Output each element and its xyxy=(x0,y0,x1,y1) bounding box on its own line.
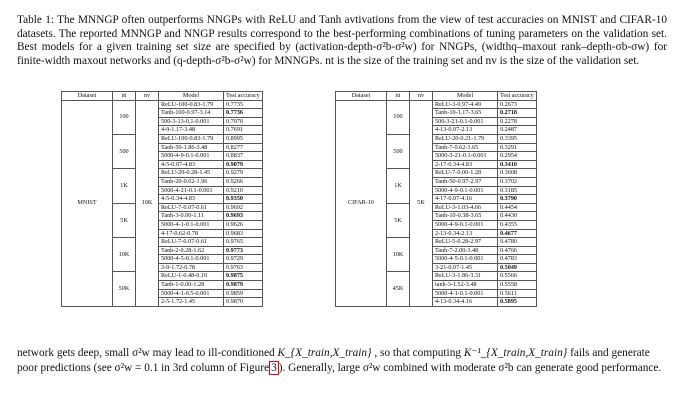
accuracy-cell: 0.7735 xyxy=(224,100,263,109)
body-paragraph xyxy=(17,346,667,376)
accuracy-cell: 0.3702 xyxy=(498,177,537,186)
accuracy-cell: 0.3790 xyxy=(498,195,537,204)
model-cell: 2-17-0.34-4.83 xyxy=(433,160,498,169)
kernel-matrix-2: K⁻¹_{X_train,X_train} xyxy=(463,347,568,359)
model-cell: 4-17-0.07-4.16 xyxy=(433,195,498,204)
accuracy-cell: 0.4677 xyxy=(498,229,537,238)
model-cell: ReLU-7-0.07-0.61 xyxy=(159,238,224,247)
accuracy-cell: 0.9266 xyxy=(224,177,263,186)
dataset-cell: CIFAR-10 xyxy=(336,100,387,306)
model-cell: 3-9-1.72-0.78 xyxy=(159,263,224,272)
model-cell: Tanh-50-1.86-3.48 xyxy=(159,143,224,152)
table-row xyxy=(336,100,537,109)
accuracy-cell: 0.4783 xyxy=(498,255,537,264)
model-cell: ReLU-3-0.97-4.49 xyxy=(433,100,498,109)
accuracy-cell: 0.7736 xyxy=(224,109,263,118)
accuracy-cell: 0.9279 xyxy=(224,169,263,178)
model-cell: 4-5-0.07-4.83 xyxy=(159,160,224,169)
model-cell: ReLU-5-0.28-2.97 xyxy=(433,238,498,247)
model-cell: 2-13-0.34-2.13 xyxy=(433,229,498,238)
training-size-cell: 1K xyxy=(113,169,136,203)
accuracy-cell: 0.8837 xyxy=(224,152,263,161)
accuracy-cell: 0.9773 xyxy=(224,246,263,255)
training-size-cell: 100 xyxy=(387,100,410,134)
model-cell: 5000-4-1-0.1-0.001 xyxy=(433,289,498,298)
model-cell: ReLU-3-1.03-4.66 xyxy=(433,203,498,212)
accuracy-cell: 0.2954 xyxy=(498,152,537,161)
accuracy-cell: 0.9350 xyxy=(224,195,263,204)
column-header: Test accuracy xyxy=(224,92,263,101)
column-header: nt xyxy=(387,92,410,101)
model-cell: 4-5-0.34-4.83 xyxy=(159,195,224,204)
accuracy-cell: 0.9683 xyxy=(224,229,263,238)
accuracy-cell: 0.9879 xyxy=(224,281,263,290)
model-cell: ReLU-7-0.00-1.28 xyxy=(433,169,498,178)
column-header: Model xyxy=(433,92,498,101)
training-size-cell: 10K xyxy=(113,238,136,272)
accuracy-cell: 0.9626 xyxy=(224,220,263,229)
accuracy-cell: 0.2718 xyxy=(498,109,537,118)
model-cell: 4-13-0.34-4.16 xyxy=(433,298,498,307)
accuracy-cell: 0.7691 xyxy=(224,126,263,135)
training-size-cell: 50K xyxy=(113,272,136,306)
accuracy-cell: 0.5049 xyxy=(498,263,537,272)
training-size-cell: 500 xyxy=(113,134,136,168)
model-cell: Tanh-3-0.00-1.11 xyxy=(159,212,224,221)
accuracy-cell: 0.7070 xyxy=(224,117,263,126)
accuracy-cell: 0.9875 xyxy=(224,272,263,281)
accuracy-cell: 0.9692 xyxy=(224,203,263,212)
model-cell: tanh-3-1.52-3.48 xyxy=(433,281,498,290)
training-size-cell: 500 xyxy=(387,134,410,168)
model-cell: 5000-4-1-0.1-0.001 xyxy=(159,220,224,229)
accuracy-cell: 0.2487 xyxy=(498,126,537,135)
body-text-part2: , so that computing xyxy=(374,347,461,359)
model-cell: 5000-4-9-0.1-0.001 xyxy=(433,186,498,195)
model-cell: ReLU-100-0.83-1.79 xyxy=(159,134,224,143)
accuracy-cell: 0.2278 xyxy=(498,117,537,126)
model-cell: 3-21-0.07-1.45 xyxy=(433,263,498,272)
model-cell: 4-9-1.17-3.48 xyxy=(159,126,224,135)
model-cell: 5000-4-9-0.1-0.001 xyxy=(159,152,224,161)
model-cell: 2-5-1.72-1.45 xyxy=(159,298,224,307)
training-size-cell: 5K xyxy=(387,203,410,237)
model-cell: 5000-4-5-0.1-0.001 xyxy=(159,255,224,264)
accuracy-cell: 0.9870 xyxy=(224,298,263,307)
accuracy-cell: 0.5566 xyxy=(498,272,537,281)
training-size-cell: 5K xyxy=(113,203,136,237)
training-size-cell: 45K xyxy=(387,272,410,306)
accuracy-cell: 0.4355 xyxy=(498,220,537,229)
accuracy-cell: 0.8995 xyxy=(224,134,263,143)
model-cell: 4-13-0.07-2.13 xyxy=(433,126,498,135)
model-cell: Tanh-7-2.00-3.48 xyxy=(433,246,498,255)
accuracy-cell: 0.2673 xyxy=(498,100,537,109)
accuracy-cell: 0.3395 xyxy=(498,134,537,143)
header-row xyxy=(336,92,537,101)
validation-size-cell: 5K xyxy=(410,100,433,306)
body-text-part1: network gets deep, small σ²w may lead to ill-conditioned xyxy=(17,347,275,359)
figure-reference-link[interactable]: 3 xyxy=(271,362,277,374)
model-cell: ReLU-20-0.28-1.45 xyxy=(159,169,224,178)
header-row xyxy=(62,92,263,101)
accuracy-cell: 0.5611 xyxy=(498,289,537,298)
model-cell: 500-3-13-0.1-0.001 xyxy=(159,117,224,126)
model-cell: ReLU-7-0.07-0.61 xyxy=(159,203,224,212)
model-cell: Tanh-50-0.97-2.97 xyxy=(433,177,498,186)
accuracy-cell: 0.4430 xyxy=(498,212,537,221)
column-header: nv xyxy=(136,92,159,101)
results-table-mnist xyxy=(61,91,263,307)
model-cell: 5000-4-9-0.1-0.001 xyxy=(433,220,498,229)
column-header: Dataset xyxy=(62,92,113,101)
accuracy-cell: 0.4454 xyxy=(498,203,537,212)
model-cell: ReLU-1-0.48-0.10 xyxy=(159,272,224,281)
accuracy-cell: 0.3185 xyxy=(498,186,537,195)
training-size-cell: 100 xyxy=(113,100,136,134)
model-cell: ReLU-3-1.86-3.31 xyxy=(433,272,498,281)
training-size-cell: 1K xyxy=(387,169,410,203)
accuracy-cell: 0.5895 xyxy=(498,298,537,307)
accuracy-cell: 0.9765 xyxy=(224,238,263,247)
accuracy-cell: 0.9859 xyxy=(224,289,263,298)
accuracy-cell: 0.9210 xyxy=(224,186,263,195)
column-header: Dataset xyxy=(336,92,387,101)
model-cell: 5000-4-21-0.1-0.001 xyxy=(159,186,224,195)
training-size-cell: 10K xyxy=(387,238,410,272)
accuracy-cell: 0.9079 xyxy=(224,160,263,169)
body-text-part4: ). Generally, large σ²w combined with moderate σ²b can generate good performance. xyxy=(278,362,662,374)
accuracy-cell: 0.3410 xyxy=(498,160,537,169)
accuracy-cell: 0.9693 xyxy=(224,212,263,221)
accuracy-cell: 0.9763 xyxy=(224,263,263,272)
model-cell: 5000-4-5-0.1-0.001 xyxy=(433,255,498,264)
caption-label: Table 1: xyxy=(17,14,55,26)
accuracy-cell: 0.5558 xyxy=(498,281,537,290)
table-caption xyxy=(17,14,667,68)
model-cell: 5000-4-1-0.5-0.001 xyxy=(159,289,224,298)
column-header: Model xyxy=(159,92,224,101)
model-cell: 5000-3-21-0.1-0.001 xyxy=(433,152,498,161)
accuracy-cell: 0.9729 xyxy=(224,255,263,264)
column-header: Test accuracy xyxy=(498,92,537,101)
model-cell: 500-3-21-0.1-0.001 xyxy=(433,117,498,126)
model-cell: Tanh-20-0.62-1.96 xyxy=(159,177,224,186)
model-cell: Tanh-1-0.00-1.28 xyxy=(159,281,224,290)
kernel-matrix-1: K_{X_train,X_train} xyxy=(277,347,372,359)
model-cell: ReLU-100-0.83-1.79 xyxy=(159,100,224,109)
results-table-cifar10 xyxy=(335,91,537,307)
caption-text: The MNNGP often outperforms NNGPs with ReLU and Tanh avtivations from the view of test accuracies on MNIST and CIFAR-10 datasets. The reported MNNGP and NNGP results correspond to the best-performing combinations of tuning parameters on the validation set. Best models for a given training set size are specified by (activation-depth-σ²b-σ²w) for NNGPs, (widthq–maxout rank–depth-σb-σw) for finite-width maxout networks and (q-depth-σ²b-σ²w) for MNNGPs. nt is the size of the training set and nv is the size of the validation set. xyxy=(17,14,668,67)
table-row xyxy=(62,100,263,109)
model-cell: Tanh-2-0.28-1.62 xyxy=(159,246,224,255)
model-cell: ReLU-20-0.21-1.79 xyxy=(433,134,498,143)
accuracy-cell: 0.3608 xyxy=(498,169,537,178)
model-cell: 4-17-0.62-0.78 xyxy=(159,229,224,238)
model-cell: Tanh-10-0.38-3.65 xyxy=(433,212,498,221)
accuracy-cell: 0.4766 xyxy=(498,246,537,255)
dataset-cell: MNIST xyxy=(62,100,113,306)
validation-size-cell: 10K xyxy=(136,100,159,306)
accuracy-cell: 0.4780 xyxy=(498,238,537,247)
column-header: nv xyxy=(410,92,433,101)
accuracy-cell: 0.8277 xyxy=(224,143,263,152)
column-header: nt xyxy=(113,92,136,101)
model-cell: Tanh-10-1.17-3.65 xyxy=(433,109,498,118)
accuracy-cell: 0.3291 xyxy=(498,143,537,152)
body-text-part3: fails and generate poor predictions (see σ²w = 0.1 in 3rd column of Figure xyxy=(17,347,650,374)
model-cell: Tanh-100-0.97-3.14 xyxy=(159,109,224,118)
model-cell: Tanh-7-0.62-3.65 xyxy=(433,143,498,152)
